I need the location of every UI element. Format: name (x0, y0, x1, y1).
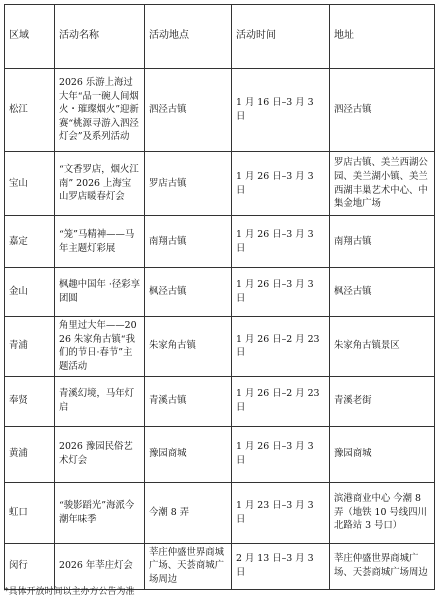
cell-area: 嘉定 (5, 216, 55, 268)
cell-time: 1 月 26 日–2 月 23 日 (232, 376, 330, 426)
table-row (5, 376, 435, 426)
cell-address: 朱家角古镇景区 (330, 317, 435, 377)
cell-location: 今潮 8 弄 (145, 482, 232, 543)
cell-time: 1 月 26 日–3 月 3 日 (232, 216, 330, 268)
cell-address: 青溪老街 (330, 376, 435, 426)
table-row (5, 482, 435, 543)
cell-name: 角里过大年——2026 朱家角古镇“我们的节日·春节”主题活动 (55, 317, 145, 377)
cell-area: 松江 (5, 69, 55, 152)
table-row (5, 543, 435, 589)
cell-location: 南翔古镇 (145, 216, 232, 268)
cell-area: 青浦 (5, 317, 55, 377)
header-address: 地址 (330, 5, 435, 69)
cell-address: 南翔古镇 (330, 216, 435, 268)
cell-address: 枫泾古镇 (330, 268, 435, 317)
cell-location: 朱家角古镇 (145, 317, 232, 377)
cell-area: 闵行 (5, 543, 55, 589)
cell-address: 罗店古镇、美兰西湖公园、美兰湖小镇、美兰西湖丰巢艺术中心、中集金地广场 (330, 152, 435, 216)
cell-location: 泗泾古镇 (145, 69, 232, 152)
cell-name: 2026 乐游上海过大年“品一碗人间烟火・璀璨烟火”迎新赛“桃源寻游入泗泾灯会”及系列活动 (55, 69, 145, 152)
header-location: 活动地点 (145, 5, 232, 69)
cell-address: 泗泾古镇 (330, 69, 435, 152)
cell-area: 奉贤 (5, 376, 55, 426)
table-row (5, 268, 435, 317)
header-area: 区域 (5, 5, 55, 69)
table-row (5, 216, 435, 268)
cell-name: “笼”马精神——马年主题灯彩展 (55, 216, 145, 268)
cell-area: 虹口 (5, 482, 55, 543)
cell-location: 莘庄仲盛世界商城广场、天荟商城广场周边 (145, 543, 232, 589)
cell-time: 1 月 26 日–3 月 3 日 (232, 426, 330, 482)
cell-location: 豫园商城 (145, 426, 232, 482)
cell-time: 1 月 26 日–3 月 3 日 (232, 152, 330, 216)
cell-location: 枫泾古镇 (145, 268, 232, 317)
table-row (5, 317, 435, 377)
events-table (4, 4, 435, 590)
cell-name: 枫趣中国年 ·径彩享团圆 (55, 268, 145, 317)
table-row (5, 152, 435, 216)
table-row (5, 426, 435, 482)
cell-location: 罗店古镇 (145, 152, 232, 216)
cell-location: 青溪古镇 (145, 376, 232, 426)
cell-address: 豫园商城 (330, 426, 435, 482)
cell-time: 1 月 26 日–3 月 3 日 (232, 268, 330, 317)
table-row (5, 69, 435, 152)
cell-area: 宝山 (5, 152, 55, 216)
cell-time: 2 月 13 日–3 月 3 日 (232, 543, 330, 589)
cell-time: 1 月 23 日–3 月 3 日 (232, 482, 330, 543)
cell-name: 2026 豫园民俗艺术灯会 (55, 426, 145, 482)
cell-name: 青溪幻境，马年灯启 (55, 376, 145, 426)
header-name: 活动名称 (55, 5, 145, 69)
table-header-row (5, 5, 435, 69)
cell-address: 莘庄仲盛世界商城广场、天荟商城广场周边 (330, 543, 435, 589)
cell-time: 1 月 16 日–3 月 3 日 (232, 69, 330, 152)
cell-name: “骏影蹈光”海派今潮年味季 (55, 482, 145, 543)
cell-name: 2026 年莘庄灯会 (55, 543, 145, 589)
cell-name: “文香罗店，烟火江南” 2026 上海宝山罗店暖春灯会 (55, 152, 145, 216)
header-time: 活动时间 (232, 5, 330, 69)
cell-address: 滨港商业中心 今潮 8 弄（地铁 10 号线四川北路站 3 号口） (330, 482, 435, 543)
cell-area: 黄浦 (5, 426, 55, 482)
cell-time: 1 月 26 日–2 月 23 日 (232, 317, 330, 377)
cell-area: 金山 (5, 268, 55, 317)
footnote: *具体开放时间以主办方公告为准 (4, 587, 135, 597)
